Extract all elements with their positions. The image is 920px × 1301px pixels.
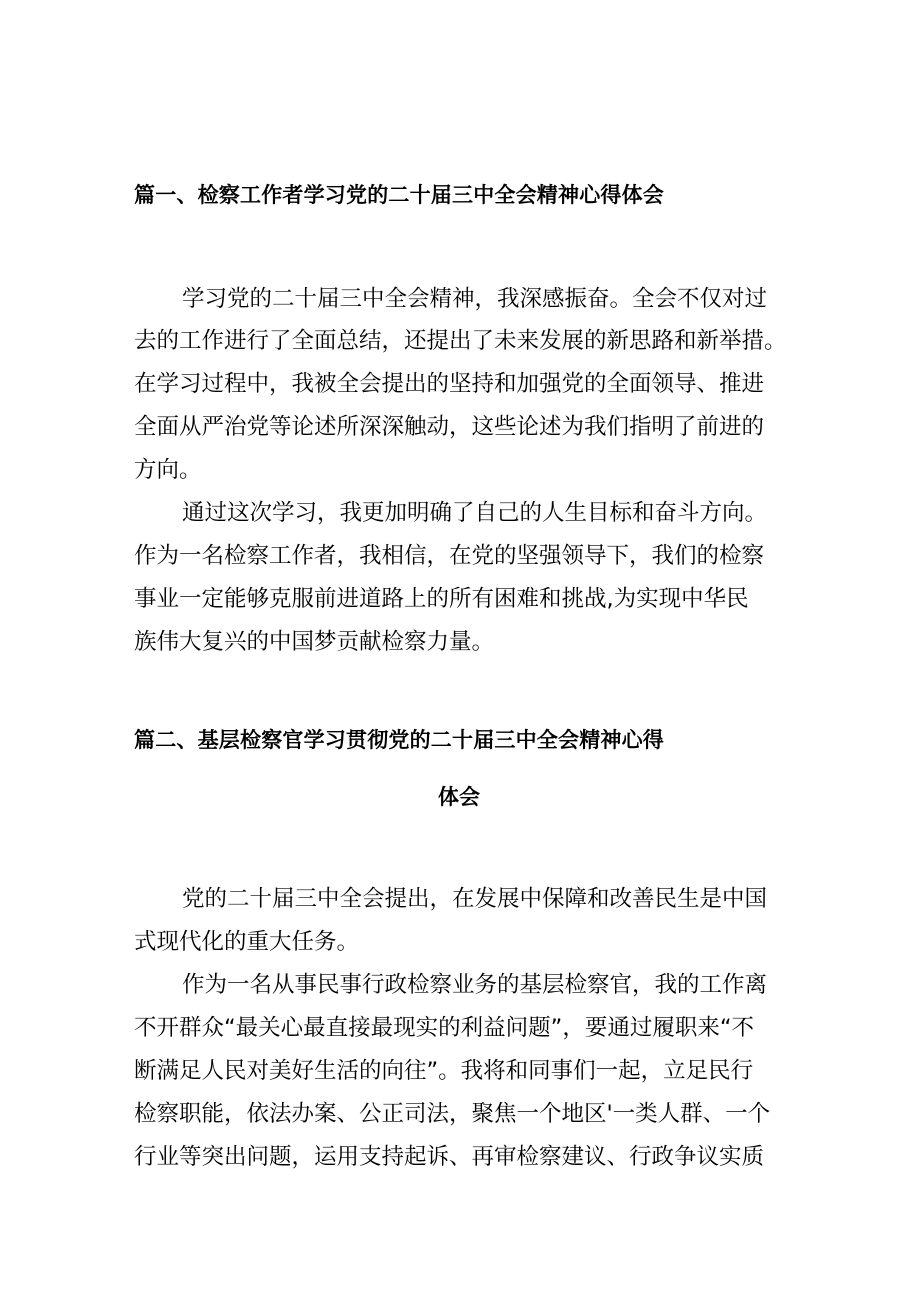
section2-title-line1: 篇二、基层检察官学习贯彻党的二十届三中全会精神心得	[134, 728, 664, 752]
text-line: 断满足人民对美好生活的向往”。我将和同事们一起，立足民行	[134, 1058, 754, 1084]
section1-title: 篇一、检察工作者学习党的二十届三中全会精神心得体会	[134, 183, 664, 207]
text-line: 式现代化的重大任务。	[134, 929, 360, 955]
text-line: 去的工作进行了全面总结，还提出了未来发展的新思路和新举措。	[134, 328, 787, 354]
text-line: 族伟大复兴的中国梦贡献检察力量。	[134, 629, 495, 655]
text-line: 作为一名检察工作者，我相信，在党的坚强领导下，我们的检察	[134, 543, 765, 569]
text-line: 全面从严治党等论述所深深触动，这些论述为我们指明了前进的	[134, 414, 765, 440]
text-line: 通过这次学习，我更加明确了自己的人生目标和奋斗方向。	[182, 500, 768, 526]
text-line: 学习党的二十届三中全会精神，我深感振奋。全会不仅对过	[182, 286, 768, 312]
text-line: 不开群众“最关心最直接最现实的利益问题”，要通过履职来“不	[134, 1015, 754, 1041]
text-line: 行业等突出问题，运用支持起诉、再审检察建议、行政争议实质	[134, 1144, 765, 1170]
text-line: 检察职能，依法办案、公正司法，聚焦一个地区'一类人群、一个	[134, 1101, 771, 1127]
section2-title-line2: 体会	[438, 785, 480, 809]
text-line: 事业一定能够克服前进道路上的所有困难和挑战,为实现中华民	[134, 586, 749, 612]
text-line: 方向。	[134, 457, 202, 483]
text-line: 党的二十届三中全会提出，在发展中保障和改善民生是中国	[182, 886, 768, 912]
text-line: 作为一名从事民事行政检察业务的基层检察官，我的工作离	[182, 972, 768, 998]
text-line: 在学习过程中，我被全会提出的坚持和加强党的全面领导、推进	[134, 371, 765, 397]
